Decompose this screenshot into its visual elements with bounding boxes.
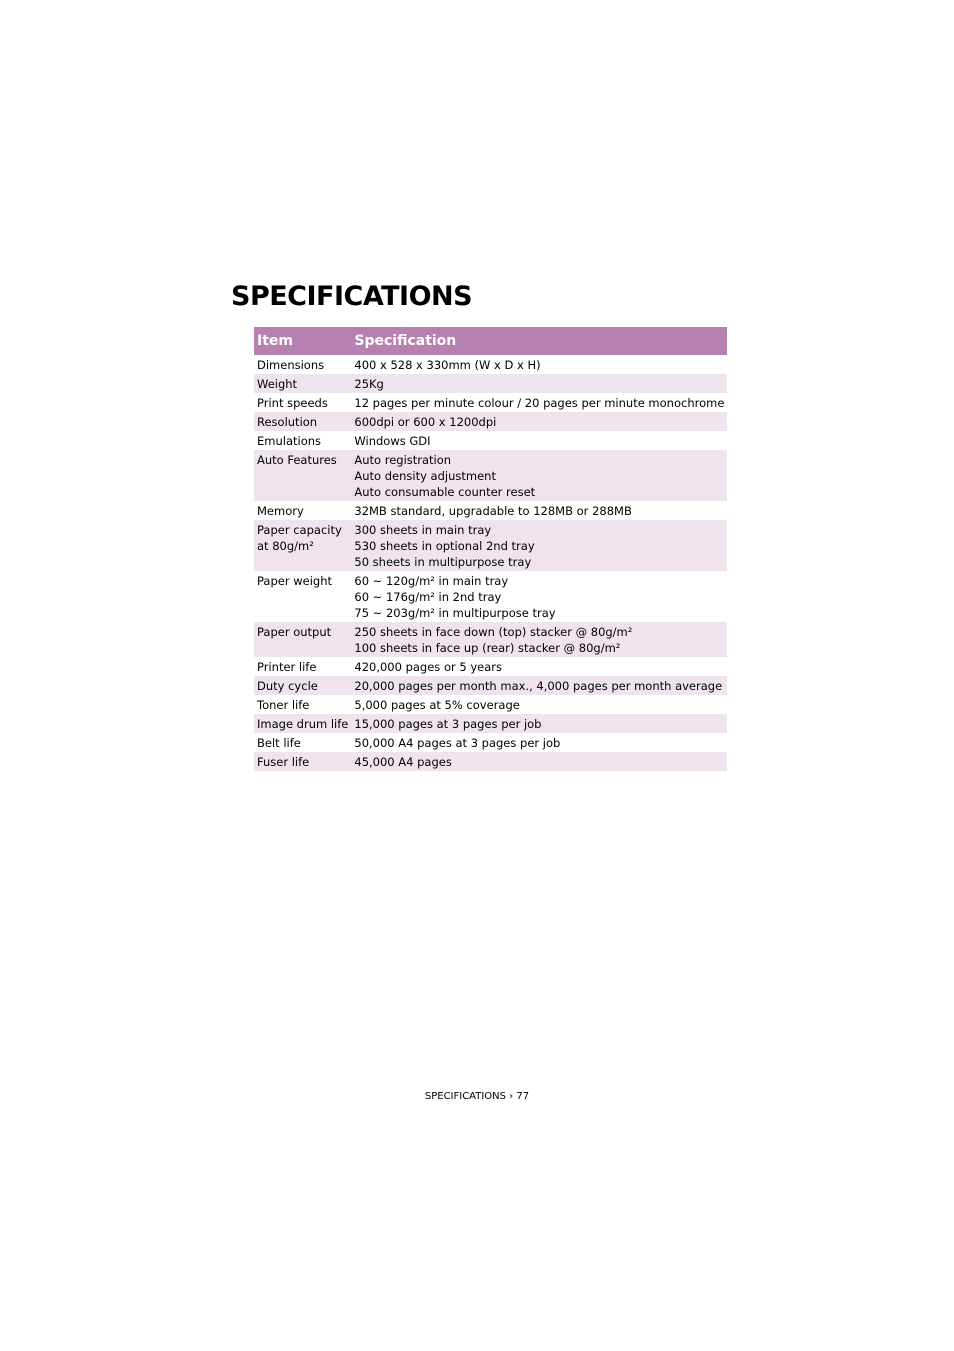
specification-text: 12 pages per minute colour / 20 pages per minute monochrome bbox=[354, 395, 725, 410]
page-footer bbox=[0, 1090, 954, 1104]
specification-text: 32MB standard, upgradable to 128MB or 288MB bbox=[354, 503, 632, 518]
table-row bbox=[254, 622, 727, 657]
item-text: Resolution bbox=[257, 414, 318, 429]
item-cell bbox=[254, 374, 351, 393]
footer-section: SPECIFICATIONS bbox=[424, 1091, 507, 1102]
specification-text: 45,000 A4 pages bbox=[354, 754, 452, 769]
item-text: Paper weight bbox=[257, 573, 332, 588]
table-row bbox=[254, 571, 727, 622]
table-row bbox=[254, 695, 727, 714]
specification-text: 60 ~ 120g/m² in main tray bbox=[354, 573, 509, 588]
specification-text: 600dpi or 600 x 1200dpi bbox=[354, 414, 497, 429]
item-text: Belt life bbox=[257, 735, 301, 750]
table-row bbox=[254, 355, 727, 374]
item-text: Paper output bbox=[257, 624, 332, 639]
table-row bbox=[254, 501, 727, 520]
table-row bbox=[254, 412, 727, 431]
table-row bbox=[254, 676, 727, 695]
column-header-item: Item bbox=[254, 327, 351, 355]
item-cell bbox=[254, 431, 351, 450]
specification-text: 530 sheets in optional 2nd tray bbox=[354, 538, 535, 553]
item-text: Weight bbox=[257, 376, 298, 391]
footer-separator: › bbox=[509, 1091, 514, 1102]
table-header-row bbox=[254, 327, 727, 355]
table-row bbox=[254, 714, 727, 733]
item-cell bbox=[254, 501, 351, 520]
specification-cell bbox=[351, 520, 727, 571]
item-text: Dimensions bbox=[257, 357, 325, 372]
item-text: Duty cycle bbox=[257, 678, 318, 693]
specification-text: 25Kg bbox=[354, 376, 384, 391]
specification-text: Auto density adjustment bbox=[354, 468, 496, 483]
item-cell bbox=[254, 622, 351, 657]
table-row bbox=[254, 431, 727, 450]
specification-cell bbox=[351, 450, 727, 501]
table-row bbox=[254, 733, 727, 752]
item-text: Fuser life bbox=[257, 754, 310, 769]
table-body bbox=[254, 355, 727, 771]
specification-cell bbox=[351, 752, 727, 771]
specification-text: 75 ~ 203g/m² in multipurpose tray bbox=[354, 605, 556, 620]
specification-text: 250 sheets in face down (top) stacker @ 80g/m² bbox=[354, 624, 633, 639]
table-row bbox=[254, 657, 727, 676]
item-cell bbox=[254, 714, 351, 733]
specification-cell bbox=[351, 622, 727, 657]
item-cell bbox=[254, 752, 351, 771]
specification-text: 15,000 pages at 3 pages per job bbox=[354, 716, 542, 731]
footer-page-number: 77 bbox=[516, 1091, 530, 1102]
item-text: Auto Features bbox=[257, 452, 337, 467]
specification-cell bbox=[351, 501, 727, 520]
table-row bbox=[254, 374, 727, 393]
specification-text: 400 x 528 x 330mm (W x D x H) bbox=[354, 357, 541, 372]
table-row bbox=[254, 752, 727, 771]
specification-cell bbox=[351, 733, 727, 752]
item-cell bbox=[254, 657, 351, 676]
specification-cell bbox=[351, 714, 727, 733]
specification-text: 60 ~ 176g/m² in 2nd tray bbox=[354, 589, 502, 604]
specification-text: Windows GDI bbox=[354, 433, 431, 448]
item-cell bbox=[254, 412, 351, 431]
specification-cell bbox=[351, 657, 727, 676]
item-text: Image drum life bbox=[257, 716, 349, 731]
page-title: SPECIFICATIONS bbox=[231, 281, 473, 312]
table-row bbox=[254, 520, 727, 571]
specification-text: 5,000 pages at 5% coverage bbox=[354, 697, 520, 712]
item-cell bbox=[254, 450, 351, 501]
item-text: at 80g/m² bbox=[257, 538, 314, 553]
item-text: Memory bbox=[257, 503, 304, 518]
item-text: Paper capacity bbox=[257, 522, 342, 537]
item-cell bbox=[254, 393, 351, 412]
table-row bbox=[254, 450, 727, 501]
specification-text: 20,000 pages per month max., 4,000 pages per month average bbox=[354, 678, 723, 693]
item-cell bbox=[254, 695, 351, 714]
specification-cell bbox=[351, 431, 727, 450]
item-cell bbox=[254, 520, 351, 571]
specification-cell bbox=[351, 355, 727, 374]
specification-cell bbox=[351, 393, 727, 412]
specification-text: Auto consumable counter reset bbox=[354, 484, 536, 499]
specification-cell bbox=[351, 412, 727, 431]
item-cell bbox=[254, 571, 351, 622]
column-header-specification: Specification bbox=[351, 327, 727, 355]
item-text: Print speeds bbox=[257, 395, 328, 410]
specification-cell bbox=[351, 571, 727, 622]
specification-text: 50 sheets in multipurpose tray bbox=[354, 554, 532, 569]
item-text: Printer life bbox=[257, 659, 317, 674]
specification-text: Auto registration bbox=[354, 452, 452, 467]
item-text: Emulations bbox=[257, 433, 322, 448]
specification-text: 420,000 pages or 5 years bbox=[354, 659, 502, 674]
specification-text: 50,000 A4 pages at 3 pages per job bbox=[354, 735, 561, 750]
table-row bbox=[254, 393, 727, 412]
item-cell bbox=[254, 355, 351, 374]
specifications-table bbox=[254, 327, 727, 771]
item-cell bbox=[254, 676, 351, 695]
item-cell bbox=[254, 733, 351, 752]
specification-cell bbox=[351, 695, 727, 714]
specification-cell bbox=[351, 676, 727, 695]
specification-text: 300 sheets in main tray bbox=[354, 522, 492, 537]
specification-cell bbox=[351, 374, 727, 393]
item-text: Toner life bbox=[257, 697, 310, 712]
specification-text: 100 sheets in face up (rear) stacker @ 80g/m² bbox=[354, 640, 621, 655]
